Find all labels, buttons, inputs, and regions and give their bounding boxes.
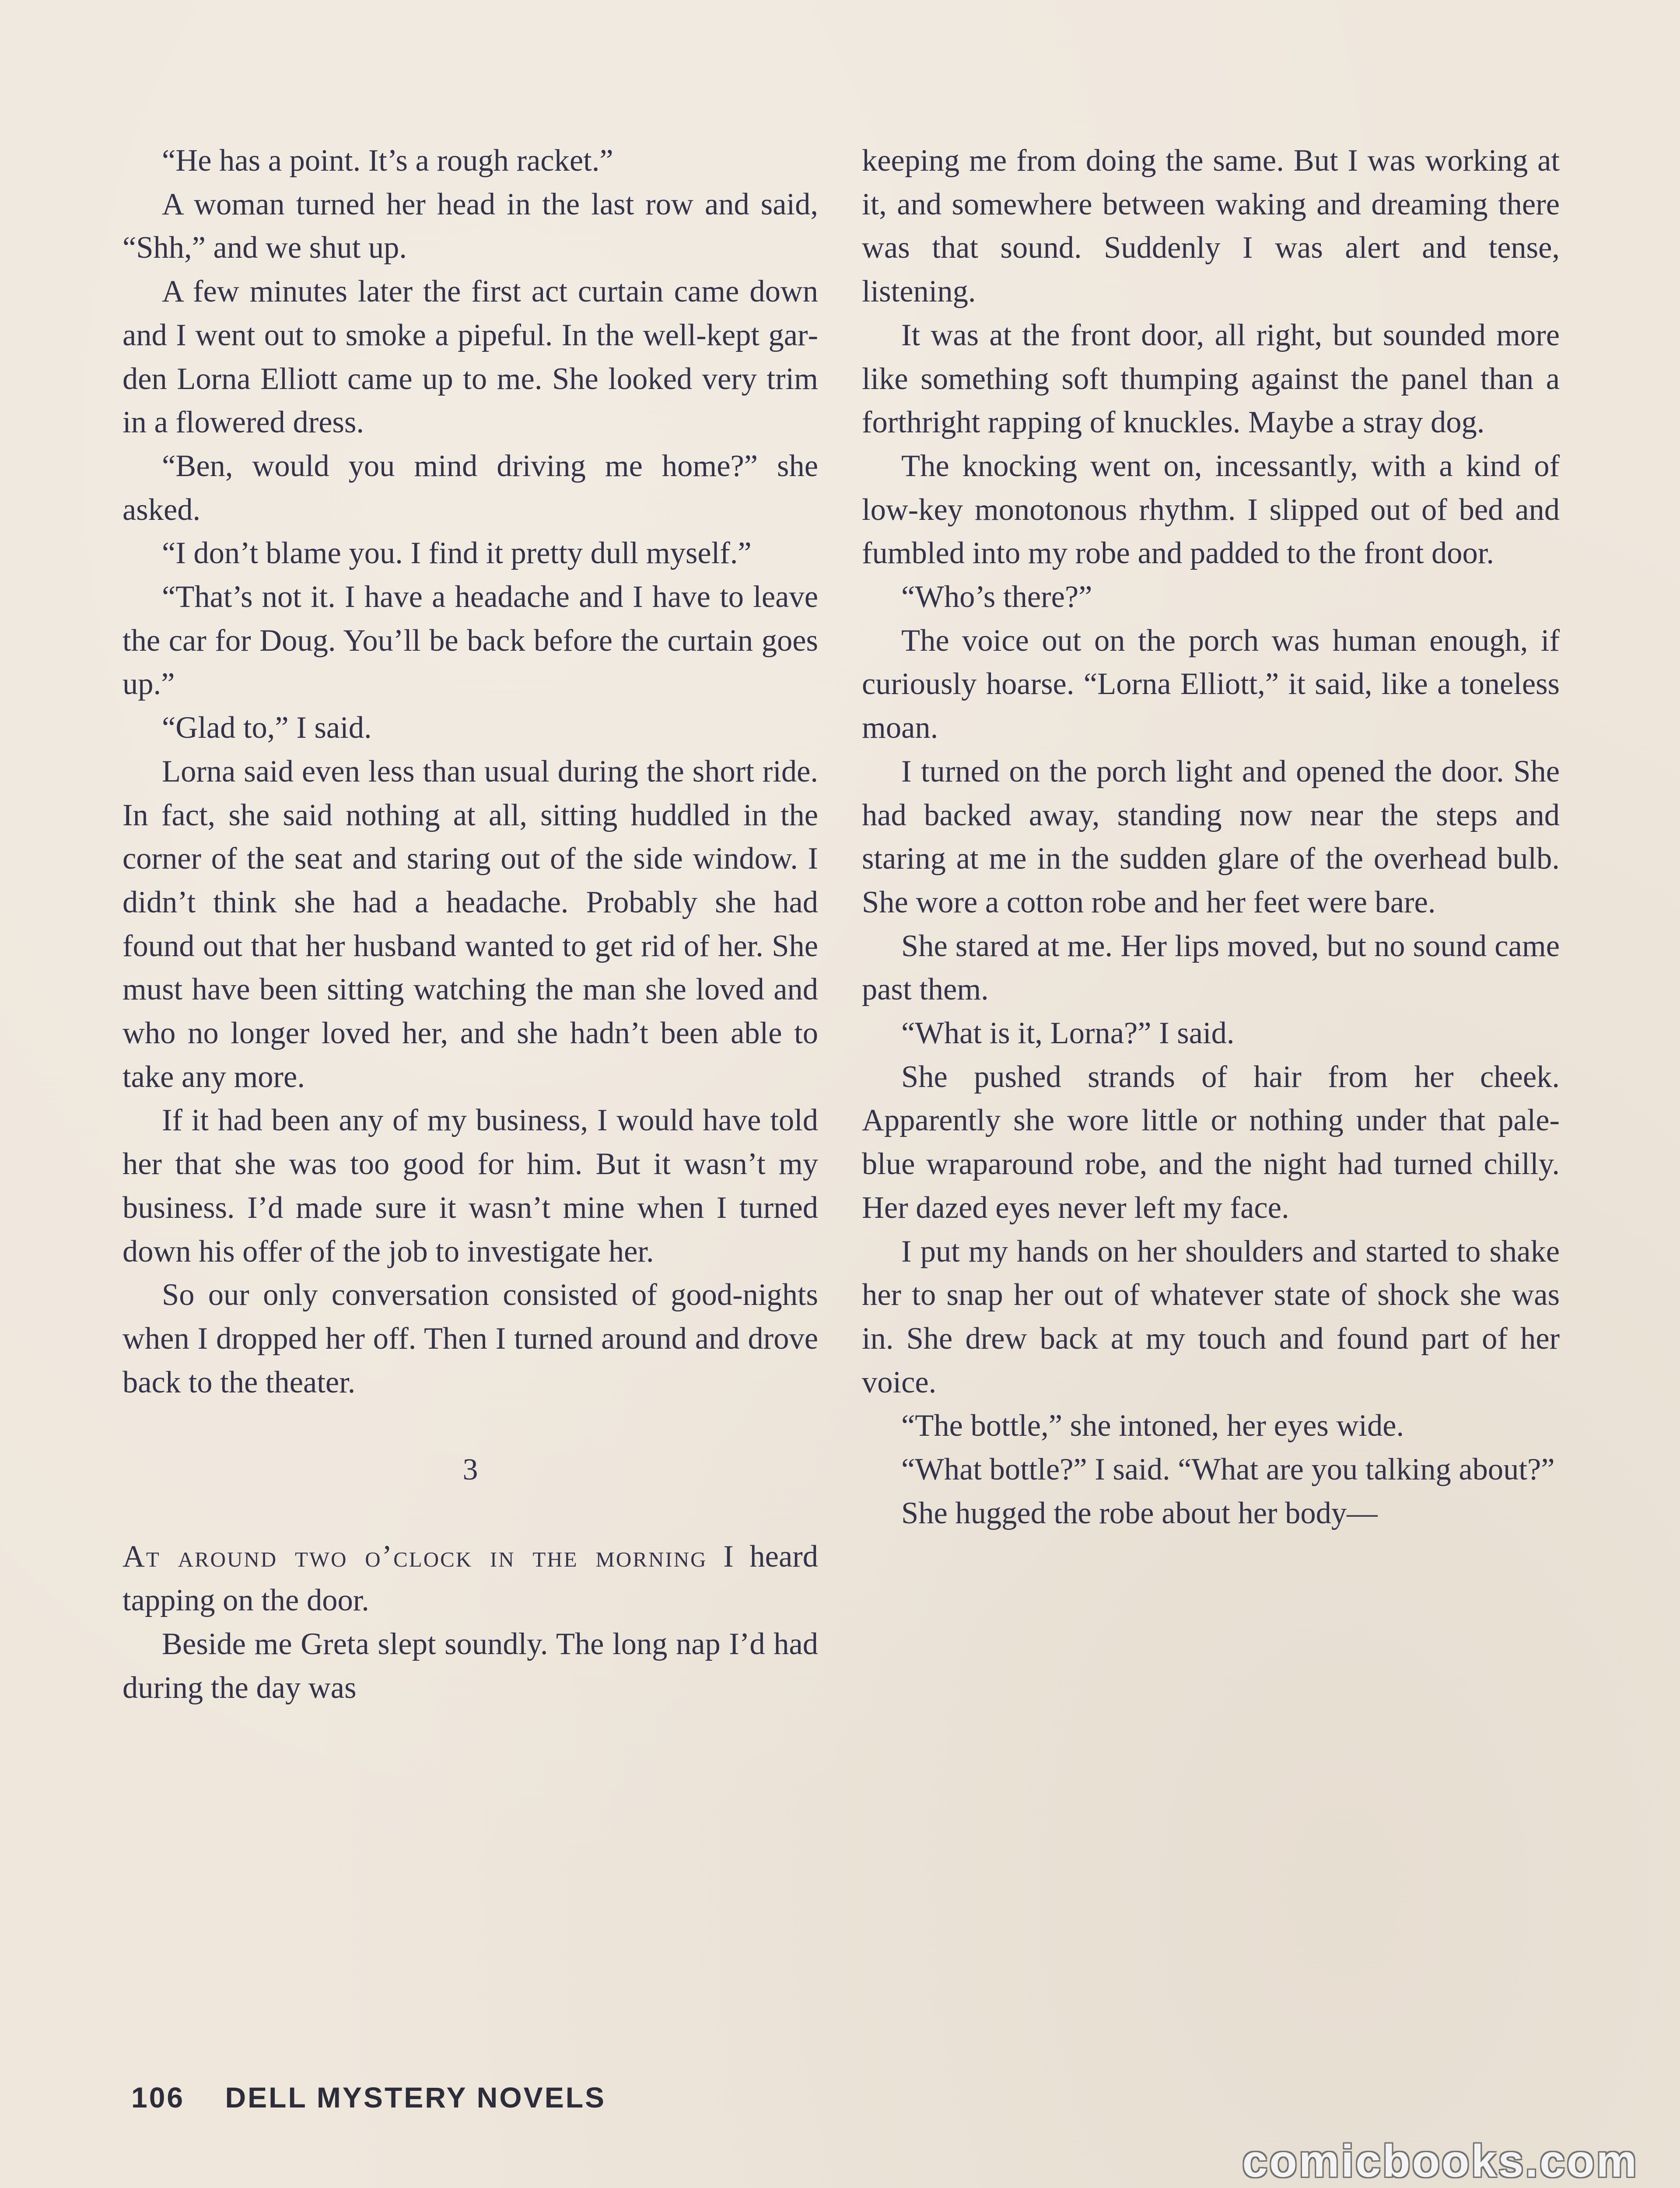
paragraph: “Who’s there?” xyxy=(901,580,1092,614)
chapter-opening-paragraph xyxy=(122,1535,818,1622)
paragraph: “The bottle,” she intoned, her eyes wide. xyxy=(901,1409,1404,1443)
paragraph: She hugged the robe about her body— xyxy=(901,1496,1378,1530)
paragraph: It was at the front door, all right, but sounded more like something soft thumping against the panel than a forthright rapping of knuckles. Maybe a stray dog. xyxy=(862,318,1560,440)
paragraph: The knocking went on, incessantly, with a kind of low-key monotonous rhythm. I slipped out of bed and fumbled into my robe and padded to the front door. xyxy=(862,449,1560,571)
paragraph: “I don’t blame you. I find it pretty dull myself.” xyxy=(162,536,752,571)
page-footer xyxy=(131,2081,606,2114)
publication-title: DELL MYSTERY NOVELS xyxy=(225,2081,606,2114)
paragraph: “He has a point. It’s a rough racket.” xyxy=(162,144,613,178)
paragraph: “Ben, would you mind driving me home?” she asked. xyxy=(122,449,818,527)
continued-paragraph: keeping me from doing the same. But I was working at it, and somewhere between waking and dreaming there was that sound. Suddenly I was alert and tense, listening. xyxy=(862,144,1560,309)
right-text-column xyxy=(862,139,1560,1536)
paragraph: I turned on the porch light and opened the door. She had backed away, standing now near the steps and staring at me in the sudden glare of the overhead bulb. She wore a cotton robe and her feet were bare. xyxy=(862,754,1560,919)
paragraph: “Glad to,” I said. xyxy=(162,711,372,745)
left-text-column xyxy=(122,139,818,1710)
paragraph: I put my hands on her shoulders and started to shake her to snap her out of whatever state of shock she was in. She drew back at my touch and found part of her voice. xyxy=(862,1234,1560,1399)
paragraph: “What bottle?” I said. “What are you talking about?” xyxy=(901,1452,1555,1487)
paragraph: A woman turned her head in the last row and said, “Shh,” and we shut up. xyxy=(122,187,818,265)
paragraph: So our only conversation consisted of good-nights when I dropped her off. Then I turned around and drove back to the theater. xyxy=(122,1278,818,1399)
paragraph: She pushed strands of hair from her cheek. Apparently she wore little or nothing under that pale-blue wraparound robe, and the night had turned chilly. Her dazed eyes never left my face. xyxy=(862,1059,1560,1225)
paragraph: Lorna said even less than usual during the short ride. In fact, she said nothing at all, sitting huddled in the corner of the seat and staring out of the side window. I didn’t think she had a headache. Probably she had found out that her husband wanted to get rid of her. She must have been sitting watching the man she loved and who no longer loved her, and she hadn’t been able to take any more. xyxy=(122,754,818,1094)
page-number: 106 xyxy=(131,2081,185,2114)
site-watermark: comicbooks.com xyxy=(1242,2136,1638,2187)
paragraph: “What is it, Lorna?” I said. xyxy=(901,1016,1235,1051)
paragraph: A few minutes later the first act curtain came down and I went out to smoke a pipeful. In the well-kept garden Lorna Elliott came up to me. She looked very trim in a flowered dress. xyxy=(122,274,818,440)
paragraph: If it had been any of my business, I would have told her that she was too good for him. But it wasn’t my business. I’d made sure it wasn’t mine when I turned down his offer of the job to investigate her. xyxy=(122,1103,818,1269)
chapter-opening-smallcaps: At around two o’clock in the morning xyxy=(122,1539,707,1574)
chapter-number: 3 xyxy=(462,1453,478,1487)
paragraph: The voice out on the porch was human enough, if curiously hoarse. “Lorna Elliott,” it said, like a toneless moan. xyxy=(862,623,1560,745)
paragraph: Beside me Greta slept soundly. The long nap I’d had during the day was xyxy=(122,1627,818,1705)
paragraph: “That’s not it. I have a headache and I have to leave the car for Doug. You’ll be back before the curtain goes up.” xyxy=(122,580,818,701)
chapter-opening-text: I heard tapping on the door. xyxy=(122,1539,818,1618)
paragraph: She stared at me. Her lips moved, but no sound came past them. xyxy=(862,929,1560,1007)
